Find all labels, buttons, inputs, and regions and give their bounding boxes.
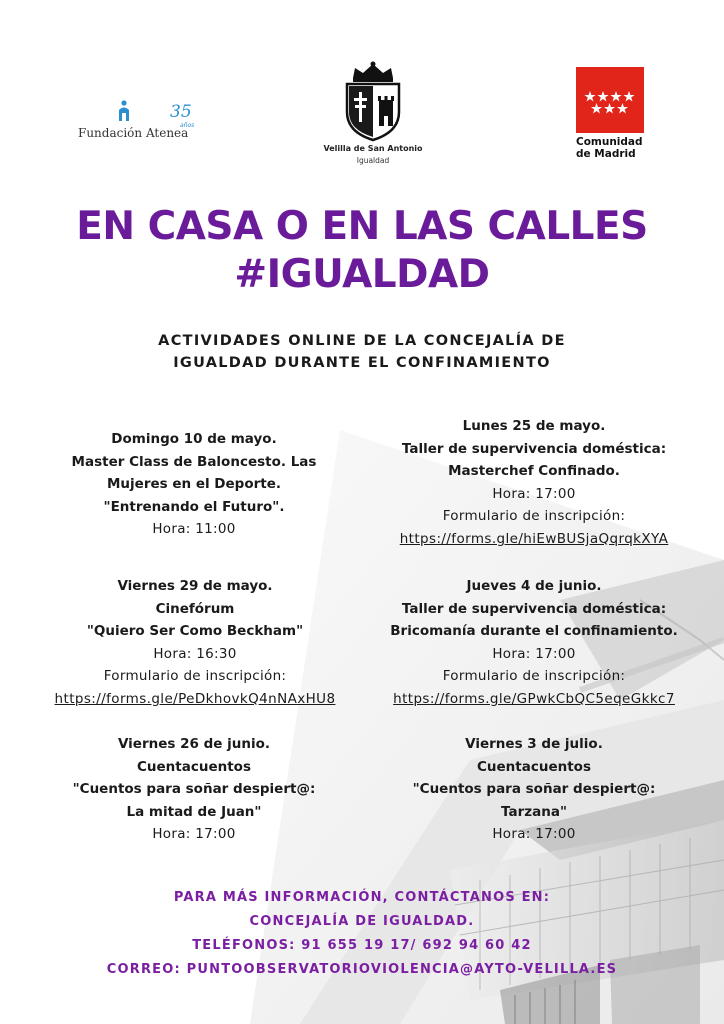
- event-line: Cuentacuentos: [137, 758, 251, 775]
- event-line: "Entrenando el Futuro".: [103, 498, 285, 515]
- event-hour: Hora: 17:00: [492, 485, 576, 502]
- event-line: La mitad de Juan": [126, 803, 262, 820]
- event-date: Lunes 25 de mayo.: [462, 418, 606, 434]
- event-line: "Quiero Ser Como Beckham": [86, 623, 304, 640]
- event-line: Cinefórum: [155, 600, 235, 617]
- event-line: Cuentacuentos: [477, 758, 591, 775]
- subtitle-line2: IGUALDAD DURANTE EL CONFINAMIENTO: [173, 355, 551, 371]
- event-block: [358, 415, 710, 551]
- madrid-line1: Comunidad: [576, 136, 643, 148]
- event-date: Domingo 10 de mayo.: [111, 431, 277, 447]
- fundacion-atenea-logo: [78, 100, 208, 146]
- event-block: [24, 575, 366, 711]
- event-date: Viernes 3 de julio.: [465, 736, 603, 752]
- event-line: Bricomanía durante el confinamiento.: [390, 623, 678, 640]
- event-block: [24, 428, 364, 541]
- event-block: [24, 733, 364, 846]
- atenea-years: 35: [170, 102, 192, 122]
- velilla-logo: [318, 60, 428, 170]
- comunidad-madrid-logo: [576, 67, 646, 163]
- velilla-dept: Igualdad: [356, 156, 390, 165]
- event-line: Mujeres en el Deporte.: [106, 476, 282, 493]
- event-line: Masterchef Confinado.: [448, 463, 620, 480]
- event-line: "Cuentos para soñar despiert@:: [412, 781, 656, 798]
- subtitle-line1: ACTIVIDADES ONLINE DE LA CONCEJALÍA DE: [158, 333, 566, 349]
- coat-of-arms-icon: [341, 60, 405, 142]
- event-line: "Cuentos para soñar despiert@:: [72, 781, 316, 798]
- event-date: Jueves 4 de junio.: [466, 578, 602, 594]
- form-link[interactable]: https://forms.gle/GPwkCbQC5eqeGkkc7: [393, 690, 675, 707]
- form-label: Formulario de inscripción:: [103, 668, 287, 685]
- event-hour: Hora: 16:30: [153, 645, 237, 662]
- madrid-flag: [576, 67, 644, 133]
- event-hour: Hora: 17:00: [492, 826, 576, 843]
- event-line: Taller de supervivencia doméstica:: [401, 440, 667, 457]
- event-hour: Hora: 11:00: [152, 521, 236, 538]
- velilla-name: Velilla de San Antonio: [323, 144, 423, 153]
- event-block: [364, 575, 704, 711]
- event-line: Taller de supervivencia doméstica:: [401, 600, 667, 617]
- form-link[interactable]: https://forms.gle/hiEwBUSjaQqrqkXYA: [399, 530, 669, 547]
- event-hour: Hora: 17:00: [492, 645, 576, 662]
- event-date: Viernes 29 de mayo.: [117, 578, 273, 594]
- event-date: Viernes 26 de junio.: [117, 736, 271, 752]
- atenea-years-suffix: años: [180, 122, 195, 129]
- form-label: Formulario de inscripción:: [442, 668, 626, 685]
- event-hour: Hora: 17:00: [152, 826, 236, 843]
- madrid-line2: de Madrid: [576, 148, 636, 160]
- form-label: Formulario de inscripción:: [442, 508, 626, 525]
- contact-phones: TELÉFONOS: 91 655 19 17/ 692 94 60 42: [192, 938, 532, 953]
- page-title-line2: #IGUALDAD: [234, 252, 490, 297]
- contact-heading: PARA MÁS INFORMACIÓN, CONTÁCTANOS EN:: [173, 890, 551, 905]
- stars-icon: [576, 67, 644, 133]
- event-line: Tarzana": [501, 803, 567, 820]
- people-icon: [116, 100, 132, 122]
- page-title-line1: EN CASA O EN LAS CALLES: [76, 204, 648, 249]
- event-line: Master Class de Baloncesto. Las: [71, 453, 317, 470]
- event-block: [364, 733, 704, 846]
- contact-department: CONCEJALÍA DE IGUALDAD.: [249, 914, 475, 929]
- atenea-name: Fundación Atenea: [78, 126, 189, 140]
- form-link[interactable]: https://forms.gle/PeDkhovkQ4nNAxHU8: [54, 690, 336, 707]
- contact-email[interactable]: CORREO: PUNTOOBSERVATORIOVIOLENCIA@AYTO-VELILLA.ES: [106, 962, 618, 977]
